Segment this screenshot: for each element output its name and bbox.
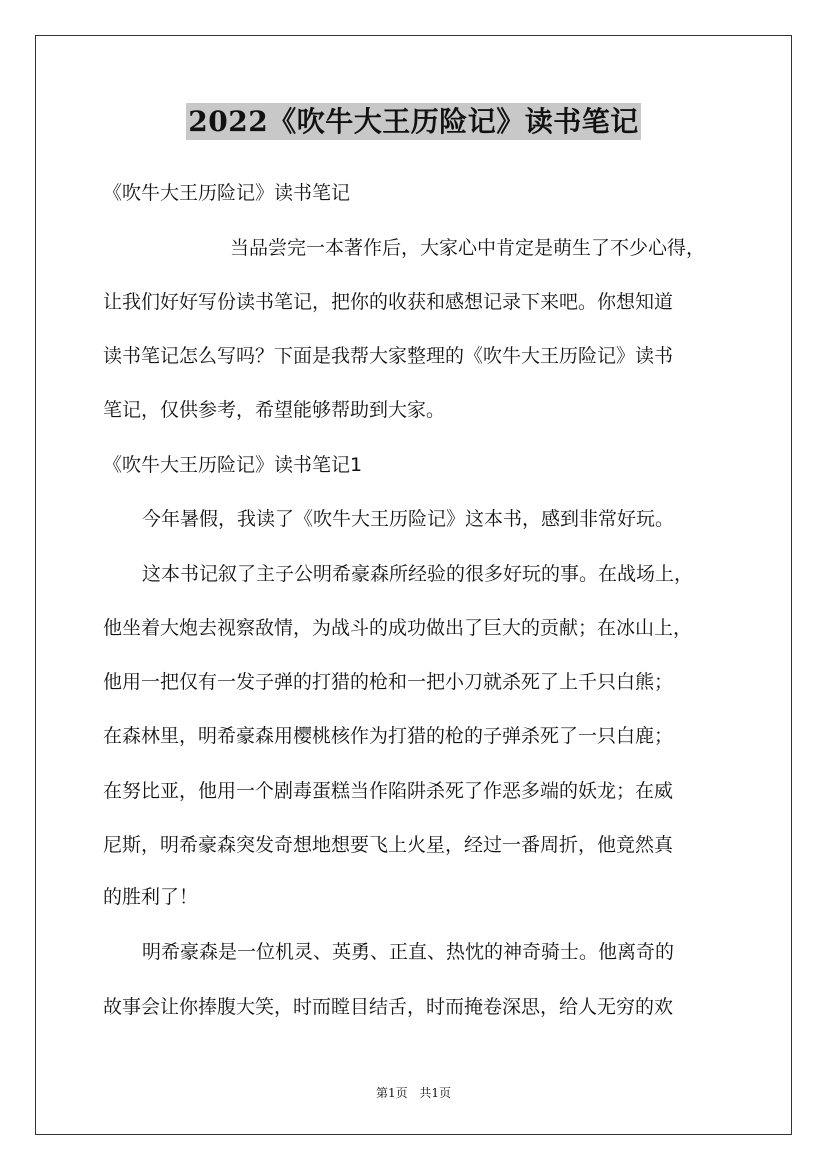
paragraph-line: 在森林里，明希豪森用樱桃核作为打猎的枪的子弹杀死了一只白鹿； <box>103 725 674 747</box>
paragraph-line: 读书笔记怎么写吗？下面是我帮大家整理的《吹牛大王历险记》读书 <box>103 345 674 367</box>
paragraph-line: 的胜利了！ <box>103 886 199 908</box>
paragraph-line: 让我们好好写份读书笔记，把你的收获和感想记录下来吧。你想知道 <box>103 291 674 313</box>
paragraph-line: 尼斯，明希豪森突发奇想地想要飞上火星，经过一番周折，他竟然真 <box>103 834 674 856</box>
paragraph-line: 这本书记叙了主子公明希豪森所经验的很多好玩的事。在战场上， <box>142 563 694 585</box>
paragraph-line: 今年暑假，我读了《吹牛大王历险记》这本书，感到非常好玩。 <box>142 508 675 530</box>
paragraph-line: 笔记，仅供参考，希望能够帮助到大家。 <box>103 399 446 421</box>
paragraph-line: 他用一把仅有一发子弹的打猎的枪和一把小刀就杀死了上千只白熊； <box>103 671 674 693</box>
paragraph-line: 在努比亚，他用一个剧毒蛋糕当作陷阱杀死了作恶多端的妖龙；在威 <box>103 780 674 802</box>
subtitle: 《吹牛大王历险记》读书笔记 <box>103 182 351 204</box>
document-title-wrap <box>0 100 827 140</box>
paragraph-line: 明希豪森是一位机灵、英勇、正直、热忱的神奇骑士。他离奇的 <box>142 941 675 963</box>
page-footer <box>0 1084 827 1101</box>
paragraph-line: 当品尝完一本著作后，大家心中肯定是萌生了不少心得， <box>230 237 706 259</box>
page-number-current: 第1页 <box>375 1086 408 1100</box>
section-heading: 《吹牛大王历险记》读书笔记1 <box>103 454 363 476</box>
paragraph-line: 他坐着大炮去视察敌情，为战斗的成功做出了巨大的贡献；在冰山上， <box>103 617 693 639</box>
paragraph-line: 故事会让你捧腹大笑，时而瞠目结舌，时而掩卷深思，给人无穷的欢 <box>103 996 674 1018</box>
document-title: 2022《吹牛大王历险记》读书笔记 <box>188 105 639 138</box>
page-number-total: 共1页 <box>419 1086 452 1100</box>
